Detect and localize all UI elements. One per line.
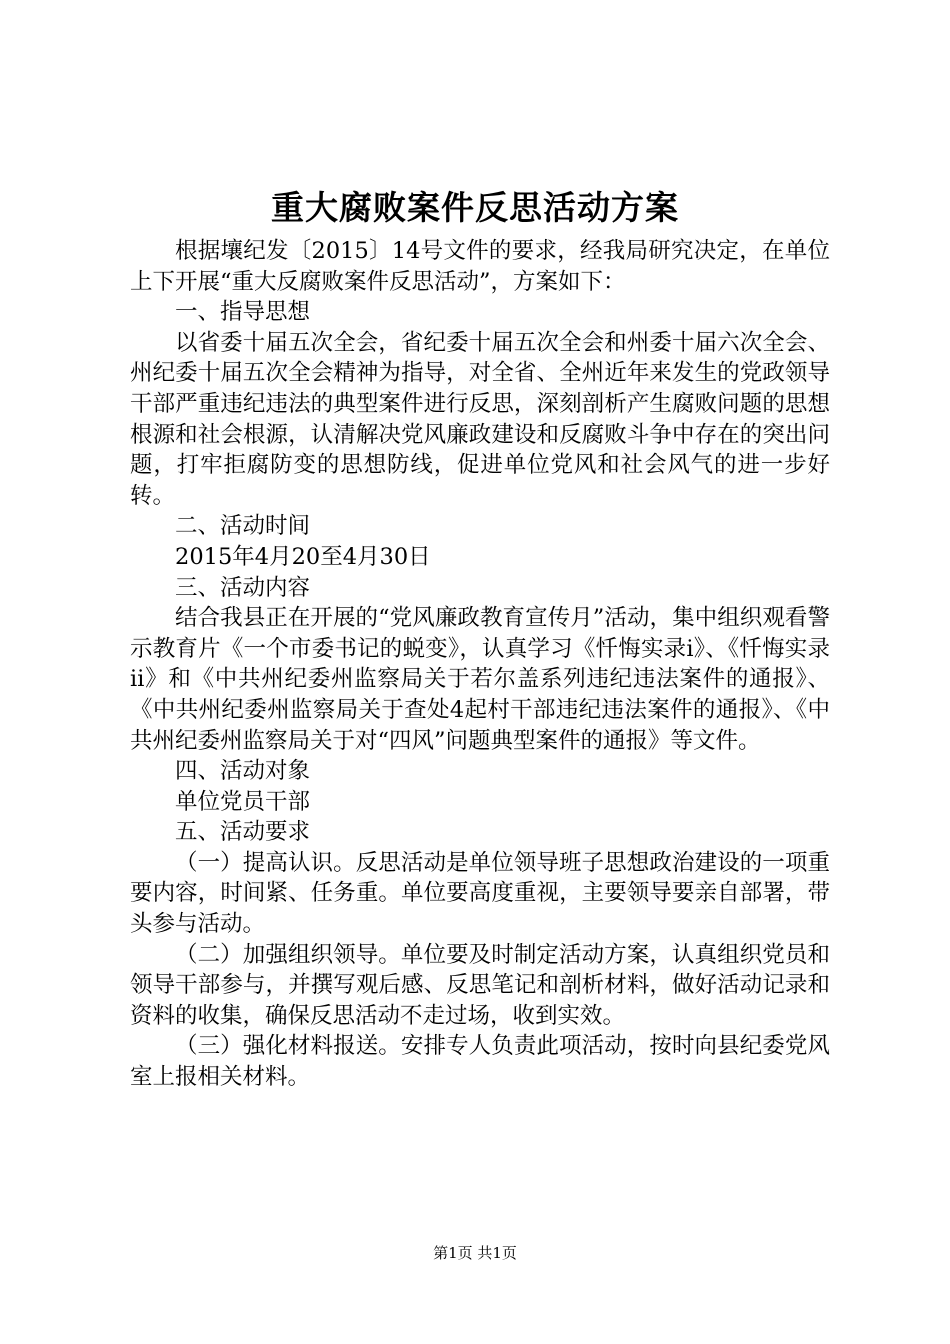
requirement-item-3: （三）强化材料报送。安排专人负责此项活动，按时向县纪委党风室上报相关材料。 bbox=[130, 1033, 830, 1091]
activity-content-paragraph: 结合我县正在开展的“党风廉政教育宣传月”活动，集中组织观看警示教育片《一个市委书记的蜕变》，认真学习《忏悔实录ⅰ》、《忏悔实录ⅱ》和《中共州纪委州监察局关于若尔盖系列违纪违法案件的通报》、《中共州纪委州监察局关于查处4起村干部违纪违法案件的通报》、《中共州纪委州监察局关于对“四风”问题典型案件的通报》等文件。 bbox=[130, 605, 830, 754]
page-footer: 第1页 共1页 bbox=[433, 1244, 517, 1262]
document-body bbox=[130, 236, 830, 1093]
section-heading-activity-time: 二、活动时间 bbox=[175, 513, 311, 540]
section-heading-activity-requirements: 五、活动要求 bbox=[175, 819, 311, 846]
section-heading-activity-content: 三、活动内容 bbox=[175, 574, 311, 601]
intro-paragraph: 根据壤纪发〔2015〕14号文件的要求，经我局研究决定，在单位上下开展“重大反腐败案件反思活动”，方案如下： bbox=[130, 238, 830, 295]
guiding-ideology-paragraph: 以省委十届五次全会，省纪委十届五次全会和州委十届六次全会、州纪委十届五次全会精神为指导，对全省、全州近年来发生的党政领导干部严重违纪违法的典型案件进行反思，深刻剖析产生腐败问题的思想根源和社会根源，认清解决党风廉政建设和反腐败斗争中存在的突出问题，打牢拒腐防变的思想防线，促进单位党风和社会风气的进一步好转。 bbox=[130, 329, 830, 509]
document-title: 重大腐败案件反思活动方案 bbox=[271, 188, 679, 227]
section-heading-activity-target: 四、活动对象 bbox=[175, 758, 311, 785]
activity-target-paragraph: 单位党员干部 bbox=[175, 788, 311, 815]
requirement-item-1: （一）提高认识。反思活动是单位领导班子思想政治建设的一项重要内容，时间紧、任务重。单位要高度重视，主要领导要亲自部署，带头参与活动。 bbox=[130, 849, 830, 938]
requirement-item-2: （二）加强组织领导。单位要及时制定活动方案，认真组织党员和领导干部参与，并撰写观后感、反思笔记和剖析材料，做好活动记录和资料的收集，确保反思活动不走过场，收到实效。 bbox=[130, 941, 830, 1029]
section-heading-guiding-ideology: 一、指导思想 bbox=[175, 299, 311, 326]
activity-time-paragraph: 2015年4月20至4月30日 bbox=[175, 543, 431, 570]
